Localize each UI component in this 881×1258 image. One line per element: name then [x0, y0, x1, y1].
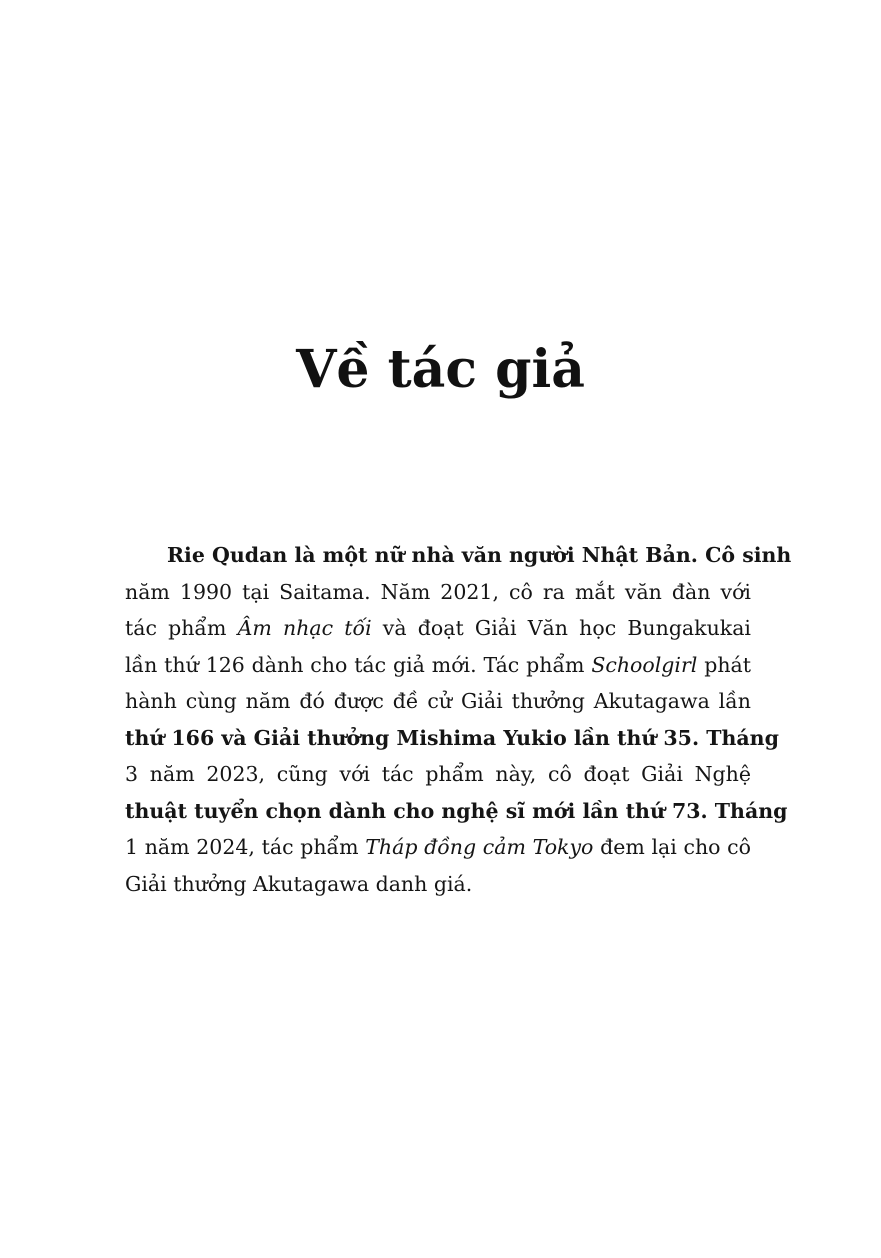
book-title-am-nhac-toi: Âm nhạc tối [237, 616, 372, 640]
paragraph-line-1 [125, 537, 792, 574]
paragraph-line-7 [125, 756, 751, 793]
line-4-text-a: lần thứ 126 dành cho tác giả mới. Tác phẩm [125, 652, 592, 677]
line-7-text: 3 năm 2023, cũng với tác phẩm này, cô đoạt Giải Nghệ [125, 762, 751, 786]
paragraph-line-3 [125, 610, 751, 647]
line-3-text-a: tác phẩm [125, 616, 238, 640]
line-3-text-c: và đoạt Giải Văn học Bungakukai [371, 616, 751, 640]
paragraph-line-5 [125, 683, 751, 720]
book-title-thap-dong-cam-tokyo: Tháp đồng cảm Tokyo [365, 835, 594, 859]
line-9-text-c: đem lại cho cô [593, 835, 751, 859]
line-1-text: Rie Qudan là một nữ nhà văn người Nhật Bản. Cô sinh [167, 543, 792, 567]
line-2-text: năm 1990 tại Saitama. Năm 2021, cô ra mắt văn đàn với [125, 579, 751, 604]
line-5-text: hành cùng năm đó được đề cử Giải thưởng Akutagawa lần [125, 689, 751, 713]
paragraph-line-4 [125, 647, 751, 684]
author-bio-paragraph [125, 537, 792, 902]
line-10-text: Giải thưởng Akutagawa danh giá. [125, 871, 473, 896]
paragraph-line-6 [125, 720, 779, 757]
paragraph-line-9 [125, 829, 751, 866]
line-6-text: thứ 166 và Giải thưởng Mishima Yukio lần thứ 35. Tháng [125, 725, 779, 750]
line-4-text-c: phát [697, 652, 751, 677]
page-title: Về tác giả [296, 339, 585, 400]
line-8-text: thuật tuyển chọn dành cho nghệ sĩ mới lần thứ 73. Tháng [125, 798, 788, 823]
paragraph-line-8 [125, 793, 788, 830]
paragraph-line-10 [125, 866, 751, 903]
line-9-text-a: 1 năm 2024, tác phẩm [125, 835, 366, 859]
book-title-schoolgirl: Schoolgirl [591, 652, 698, 677]
paragraph-line-2 [125, 574, 751, 611]
